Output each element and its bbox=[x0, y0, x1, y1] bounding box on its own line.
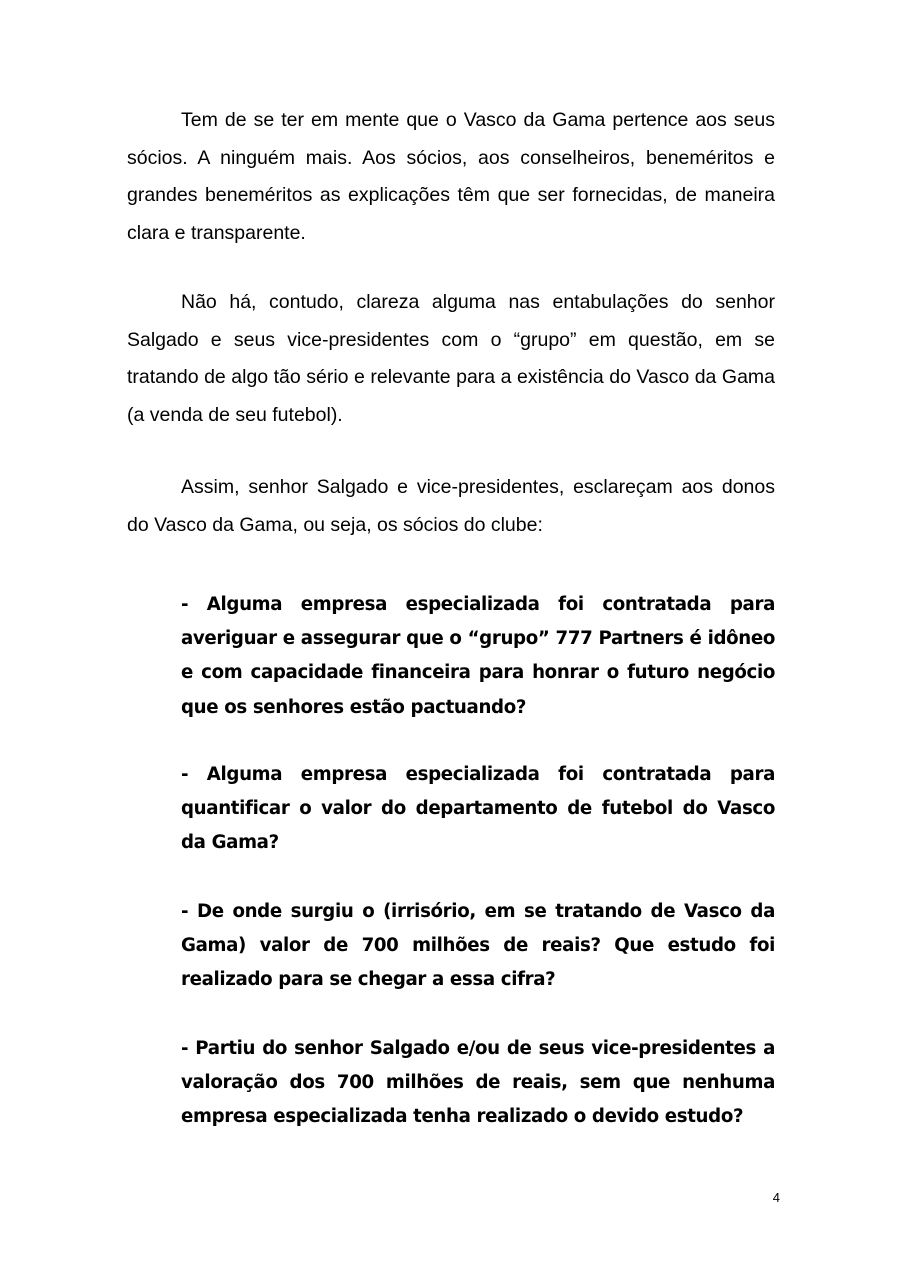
page-number: 4 bbox=[772, 1190, 780, 1205]
paragraph-lack-of-clarity: Não há, contudo, clareza alguma nas entabulações do senhor Salgado e seus vice-presidentes com o “grupo” em questão, em se tratando de algo tão sério e relevante para a existência do Vasco da Gama (a venda de seu futebol). bbox=[127, 291, 775, 426]
question-valuation-firm: - Alguma empresa especializada foi contratada para quantificar o valor do departamento de futebol do Vasco da Gama? bbox=[181, 764, 775, 854]
paragraph-vasco-ownership: Tem de se ter em mente que o Vasco da Gama pertence aos seus sócios. A ninguém mais. Aos sócios, aos conselheiros, beneméritos e grandes beneméritos as explicações têm que ser fornecidas, de maneira clara e transparente. bbox=[127, 109, 775, 244]
paragraph-request-clarification: Assim, senhor Salgado e vice-presidentes, esclareçam aos donos do Vasco da Gama, ou seja, os sócios do clube: bbox=[127, 476, 775, 536]
question-valuation-responsibility: - Partiu do senhor Salgado e/ou de seus vice-presidentes a valoração dos 700 milhões de reais, sem que nenhuma empresa especializada tenha realizado o devido estudo? bbox=[181, 1038, 775, 1128]
question-due-diligence: - Alguma empresa especializada foi contratada para averiguar e assegurar que o “grupo” 777 Partners é idôneo e com capacidade financeira para honrar o futuro negócio que os senhores estão pactuando? bbox=[181, 594, 775, 718]
question-value-origin: - De onde surgiu o (irrisório, em se tratando de Vasco da Gama) valor de 700 milhões de reais? Que estudo foi realizado para se chegar a essa cifra? bbox=[181, 901, 775, 991]
